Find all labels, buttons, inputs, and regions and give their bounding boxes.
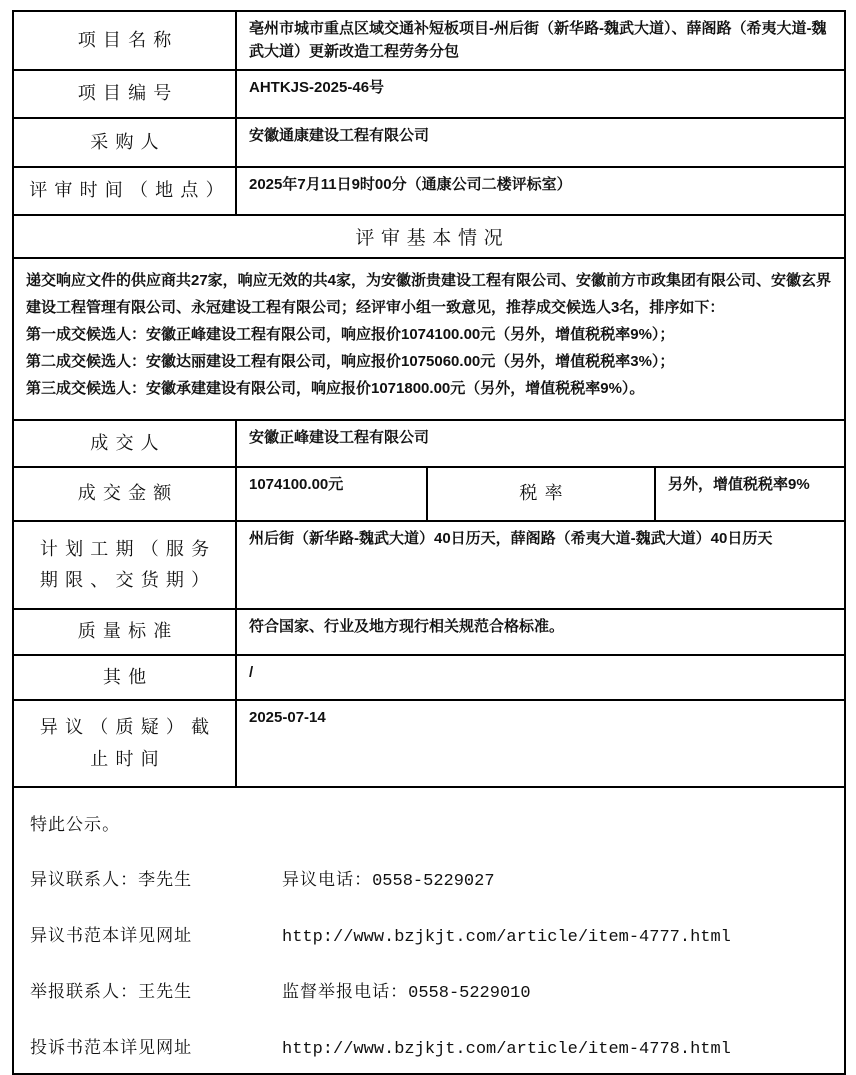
project-number-label: 项目编号 — [77, 83, 179, 104]
section-header-row — [14, 216, 844, 259]
objection-deadline-value: 2025-07-14 — [235, 701, 844, 786]
complaint-template-url: http://www.bzjkjt.com/article/item-4778.html — [282, 1040, 731, 1059]
review-summary-row — [14, 259, 844, 421]
notice-text: 特此公示。 — [30, 815, 121, 834]
table-row — [14, 168, 844, 216]
table-row — [14, 610, 844, 656]
report-contact-line — [30, 977, 828, 1003]
candidate-2-line: 第二成交候选人：安徽达丽建设工程有限公司，响应报价1075060.00元（另外，增值税税率3%）； — [26, 353, 675, 370]
planned-duration-label: 计划工期（服务期限、交货期） — [39, 538, 217, 590]
review-summary-line: 递交响应文件的供应商共27家，响应无效的共4家，为安徽浙贵建设工程有限公司、安徽前方市政集团有限公司、安徽玄界建设工程管理有限公司、永冠建设工程有限公司；经评审小组一致意见，推荐成交候选人3名，排序如下： — [26, 272, 832, 316]
tax-rate-label: 税率 — [426, 468, 654, 520]
objection-phone-label: 异议电话： — [282, 870, 373, 889]
objection-template-line — [30, 921, 828, 947]
footer-row — [14, 788, 844, 1073]
report-contact-label: 举报联系人：王先生 — [30, 982, 193, 1001]
objection-phone-number: 0558-5229027 — [372, 872, 495, 891]
quality-standard-label: 质量标准 — [77, 621, 179, 642]
project-name-value: 亳州市城市重点区域交通补短板项目-州后街（新华路-魏武大道）、薛阁路（希夷大道-魏武大道）更新改造工程劳务分包 — [235, 12, 844, 69]
table-row — [14, 656, 844, 701]
winner-value: 安徽正峰建设工程有限公司 — [235, 421, 844, 466]
other-value: / — [235, 656, 844, 699]
complaint-template-line — [30, 1033, 828, 1059]
objection-template-url: http://www.bzjkjt.com/article/item-4777.html — [282, 928, 731, 947]
table-row — [14, 119, 844, 168]
purchaser-value: 安徽通康建设工程有限公司 — [235, 119, 844, 166]
notice-line — [30, 810, 828, 835]
winner-label: 成交人 — [90, 432, 166, 453]
table-row — [14, 71, 844, 119]
candidate-3-line: 第三成交候选人：安徽承建建设有限公司，响应报价1071800.00元（另外，增值税税率9%）。 — [26, 380, 645, 397]
award-amount-label: 成交金额 — [77, 483, 179, 504]
project-name-label: 项目名称 — [77, 29, 179, 50]
review-summary — [14, 259, 844, 419]
table-row — [14, 468, 844, 522]
objection-contact-line — [30, 865, 828, 891]
bid-award-announcement-table — [12, 10, 846, 1075]
other-label: 其他 — [102, 666, 154, 687]
footer-block — [14, 788, 844, 1073]
table-row — [14, 701, 844, 788]
section-title: 评审基本情况 — [355, 228, 510, 249]
purchaser-label: 采购人 — [90, 131, 166, 152]
candidate-1-line: 第一成交候选人：安徽正峰建设工程有限公司，响应报价1074100.00元（另外，增值税税率9%）； — [26, 326, 675, 343]
table-row — [14, 522, 844, 610]
project-number-value: AHTKJS-2025-46号 — [235, 71, 844, 117]
tax-rate-value: 另外，增值税税率9% — [654, 468, 844, 520]
table-row — [14, 12, 844, 71]
report-phone-label: 监督举报电话： — [282, 982, 409, 1001]
objection-contact-label: 异议联系人：李先生 — [30, 870, 193, 889]
objection-deadline-label: 异议（质疑）截止时间 — [39, 717, 217, 769]
planned-duration-value: 州后街（新华路-魏武大道）40日历天，薛阁路（希夷大道-魏武大道）40日历天 — [235, 522, 844, 608]
award-amount-value: 1074100.00元 — [235, 468, 426, 520]
review-time-value: 2025年7月11日9时00分（通康公司二楼评标室） — [235, 168, 844, 214]
objection-template-label: 异议书范本详见网址 — [30, 926, 193, 945]
complaint-template-label: 投诉书范本详见网址 — [30, 1038, 193, 1057]
review-time-label: 评审时间（地点） — [29, 180, 231, 201]
quality-standard-value: 符合国家、行业及地方现行相关规范合格标准。 — [235, 610, 844, 654]
table-row — [14, 421, 844, 468]
report-phone-number: 0558-5229010 — [408, 984, 531, 1003]
